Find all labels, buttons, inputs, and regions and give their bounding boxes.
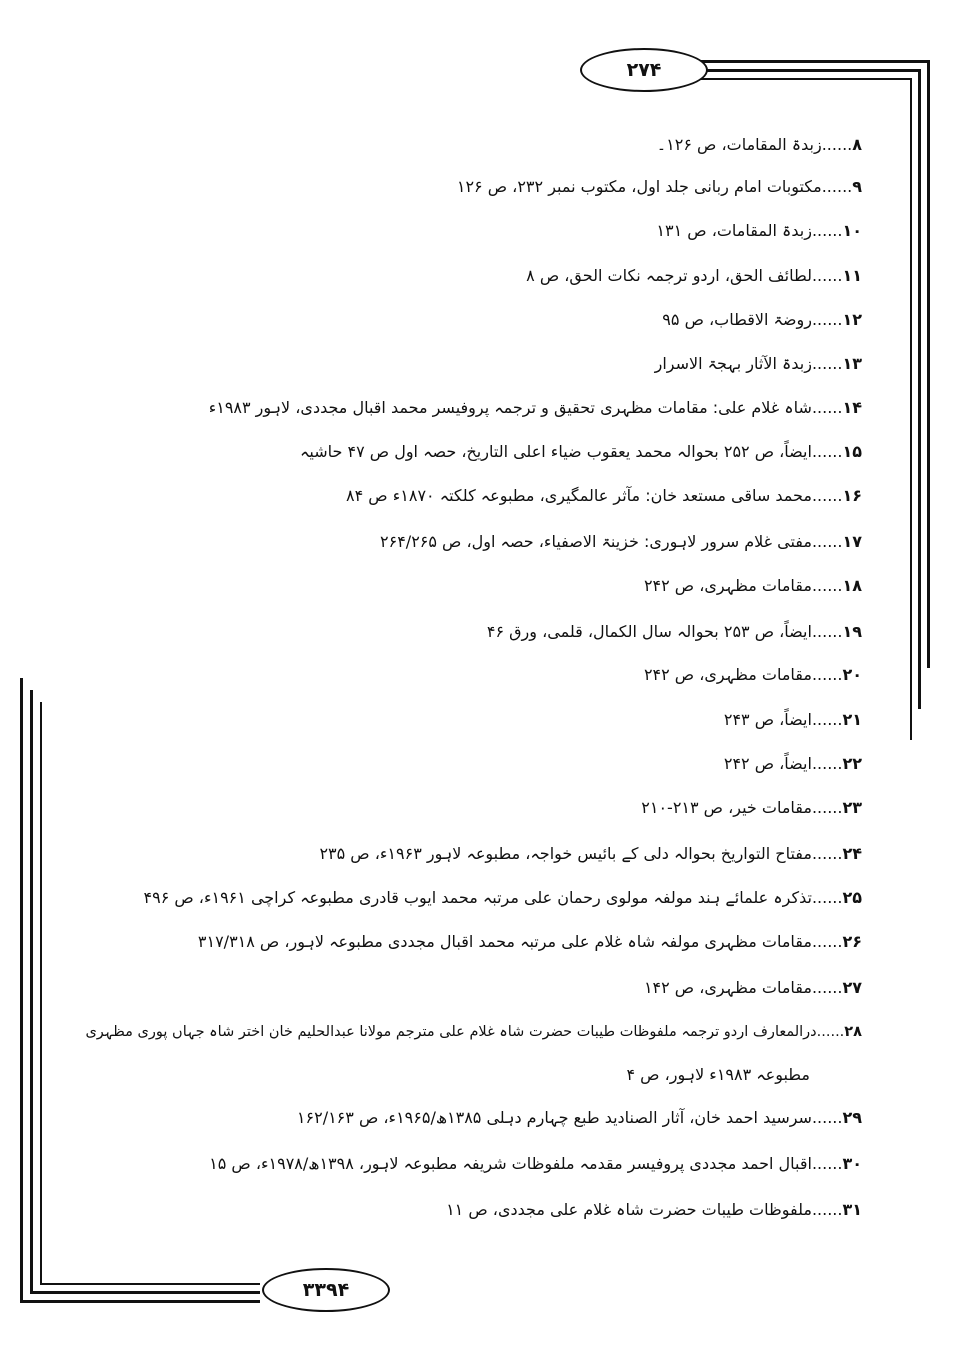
footnote-number: ۲۹ <box>842 1108 862 1127</box>
footnote-number: ۹ <box>852 177 862 196</box>
footnote-number: ۱۶ <box>842 486 862 505</box>
footnote-text: ایضاً، ص ۲۴۲ <box>723 754 812 773</box>
footnote-number: ۲۸ <box>844 1024 862 1040</box>
frame-bottom-line-2 <box>30 1291 260 1294</box>
footnote-number: ۲۰ <box>842 665 862 684</box>
footnote-text: درالمعارف اردو ترجمہ ملفوظات طیبات حضرت شاہ غلام علی مترجم مولانا عبدالحلیم خان اختر شاہ جہاں پوری مظہری <box>85 1024 817 1040</box>
footnote-text: روضۃ الاقطاب، ص ۹۵ <box>662 310 812 329</box>
footnote-text: مقامات مظہری، ص ۲۴۲ <box>643 665 812 684</box>
footnote-text: شاہ غلام علی: مقامات مظہری تحقیق و ترجمہ پروفیسر محمد اقبال مجددی، لاہور ۱۹۸۳ء <box>208 398 812 417</box>
footnote <box>198 931 862 953</box>
frame-bottom-line-1 <box>20 1300 260 1303</box>
footnote <box>144 887 863 909</box>
footnote-number: ۲۱ <box>842 710 862 729</box>
footnote-dots: ...... <box>811 532 843 551</box>
footnote-dots: ...... <box>821 135 853 154</box>
frame-bottom-line-3 <box>40 1283 260 1285</box>
footnote-number: ۱۰ <box>842 221 862 240</box>
footnote <box>319 843 862 865</box>
footnote-dots: ...... <box>811 1108 843 1127</box>
footnote <box>655 353 862 375</box>
frame-top-line-3 <box>690 78 912 80</box>
footnote-dots: ...... <box>811 798 843 817</box>
footnote-dots: ...... <box>811 622 843 641</box>
footnote-dots: ...... <box>811 665 843 684</box>
frame-left-line-1 <box>20 678 23 1303</box>
footnote <box>644 977 862 999</box>
footnote <box>526 265 862 287</box>
frame-right-line-3 <box>910 78 912 740</box>
footnote <box>297 1107 862 1129</box>
footnote-text: اقبال احمد مجددی پروفیسر مقدمہ ملفوظات شریفہ مطبوعہ لاہور، ۱۳۹۸ھ/۱۹۷۸ء، ص ۱۵ <box>209 1154 812 1173</box>
footnote-dots: ...... <box>811 266 843 285</box>
footnote <box>724 753 862 775</box>
footnote-text: سرسید احمد خان، آثار الصنادید طبع چہارم دہلی ۱۳۸۵ھ/۱۹۶۵ء، ص ۱۶۲/۱۶۳ <box>296 1108 812 1127</box>
footnote-dots: ...... <box>811 398 843 417</box>
footnote-dots: ...... <box>811 844 843 863</box>
footnote-text: مقامات مظہری مولفہ شاہ غلام علی مرتبہ محمد اقبال مجددی مطبوعہ لاہور، ص ۳۱۷/۳۱۸ <box>197 932 812 951</box>
footnote-text: مکتوبات امام ربانی جلد اول، مکتوب نمبر ۲۳۲، ص ۱۲۶ <box>456 177 822 196</box>
footnote <box>85 1021 862 1043</box>
footnote-dots: ...... <box>811 754 843 773</box>
footnote-number: ۲۷ <box>842 978 862 997</box>
footnote-dots: ...... <box>811 310 843 329</box>
footnote-dots: ...... <box>811 710 843 729</box>
footnote-text: مقامات خیر، ص ۲۱۳-۲۱۰ <box>641 798 812 817</box>
footnote <box>657 134 862 156</box>
footnote-number: ۳۰ <box>842 1154 862 1173</box>
footnote-text: زبدۃ الآثار بہجۃ الاسرار <box>654 354 812 373</box>
footnote-number: ۳۱ <box>842 1200 862 1219</box>
footnote-number: ۲۴ <box>842 844 862 863</box>
footnote-number: ۱۱ <box>842 266 862 285</box>
footnote-dots: ...... <box>811 1154 843 1173</box>
footnote-number: ۱۹ <box>842 622 862 641</box>
footnote-dots: ...... <box>811 576 843 595</box>
footnote-dots: ...... <box>811 1200 843 1219</box>
footnote <box>300 441 862 463</box>
frame-right-line-1 <box>927 60 930 668</box>
footnote-dots: ...... <box>811 486 843 505</box>
footnote <box>346 485 862 507</box>
footnote-dots: ...... <box>811 442 843 461</box>
footnote-text: ایضاً، ص ۲۴۳ <box>723 710 812 729</box>
footnote-continuation: مطبوعہ ۱۹۸۳ء لاہور، ص ۴ <box>626 1065 810 1084</box>
footnote-number: ۱۸ <box>842 576 862 595</box>
footnote-dots: ...... <box>821 177 853 196</box>
footnote-number: ۱۴ <box>842 398 862 417</box>
footnote <box>662 309 862 331</box>
footnote <box>641 797 862 819</box>
footnote-number: ۱۲ <box>842 310 862 329</box>
footnote-dots: ...... <box>811 888 843 907</box>
footnote-text: ایضاً، ص ۲۵۲ بحوالہ محمد یعقوب ضیاء اعلی التاریخ، حصہ اول ص ۴۷ حاشیہ <box>300 442 812 461</box>
footnote-number: ۸ <box>852 135 862 154</box>
footnote <box>457 176 862 198</box>
footnote-number: ۱۳ <box>842 354 862 373</box>
frame-left-line-2 <box>30 690 33 1294</box>
frame-left-line-3 <box>40 702 42 1285</box>
footnote-text: زبدۃ المقامات، ص ۱۲۶۔ <box>656 135 822 154</box>
footnote <box>380 531 862 553</box>
footnote <box>644 664 862 686</box>
footnote-text: لطائف الحق، اردو ترجمہ نکات الحق، ص ۸ <box>526 266 812 285</box>
frame-top-line-1 <box>690 60 930 63</box>
footnote <box>209 1153 862 1175</box>
footnote-text: تذکرہ علمائے ہند مولفہ مولوی رحمان علی مرتبہ محمد ایوب قادری مطبوعہ کراچی ۱۹۶۱ء، ص ۴۹۶ <box>143 888 812 907</box>
footnote <box>446 1199 862 1221</box>
frame-right-line-2 <box>918 69 921 709</box>
footnote <box>487 621 862 643</box>
footnote-dots: ...... <box>811 221 843 240</box>
footnote-number: ۲۶ <box>842 932 862 951</box>
footnote-text: مقامات مظہری، ص ۲۴۲ <box>643 576 812 595</box>
footnote-number: ۲۲ <box>842 754 862 773</box>
footnote-dots: ...... <box>811 978 843 997</box>
footnote-dots: ...... <box>811 354 843 373</box>
footnote-text: ملفوظات طیبات حضرت شاہ غلام علی مجددی، ص ۱۱ <box>446 1200 812 1219</box>
footnote-text: مفتی غلام سرور لاہوری: خزینۃ الاصفیاء، حصہ اول، ص ۲۶۴/۲۶۵ <box>380 532 812 551</box>
footnote-number: ۱۷ <box>842 532 862 551</box>
footnote-text: ایضاً، ص ۲۵۳ بحوالہ سال الکمال، قلمی، ورق ۴۶ <box>486 622 812 641</box>
footnote <box>644 575 862 597</box>
frame-top-line-2 <box>690 69 921 72</box>
footnote-text: زبدۃ المقامات، ص ۱۳۱ <box>656 221 812 240</box>
footnote-dots: ...... <box>811 932 843 951</box>
footnote-text: محمد ساقی مستعد خان: مآثر عالمگیری، مطبوعہ کلکتہ ۱۸۷۰ء ص ۸۴ <box>346 486 812 505</box>
footnote <box>209 397 862 419</box>
footnote <box>724 709 862 731</box>
footnote-text: مفتاح التواریخ بحوالہ دلی کے بائیس خواجہ، مطبوعہ لاہور ۱۹۶۳ء، ص ۲۳۵ <box>319 844 812 863</box>
footnote-dots: ...... <box>816 1024 845 1040</box>
footnote-number: ۲۵ <box>842 888 862 907</box>
footnote-number: ۲۳ <box>842 798 862 817</box>
footnote <box>656 220 862 242</box>
header-page-number: ۲۷۴ <box>580 48 708 92</box>
footnote-text: مقامات مظہری، ص ۱۴۲ <box>643 978 812 997</box>
footnote-number: ۱۵ <box>842 442 862 461</box>
footer-page-number: ۳۳۹۴ <box>262 1268 390 1312</box>
